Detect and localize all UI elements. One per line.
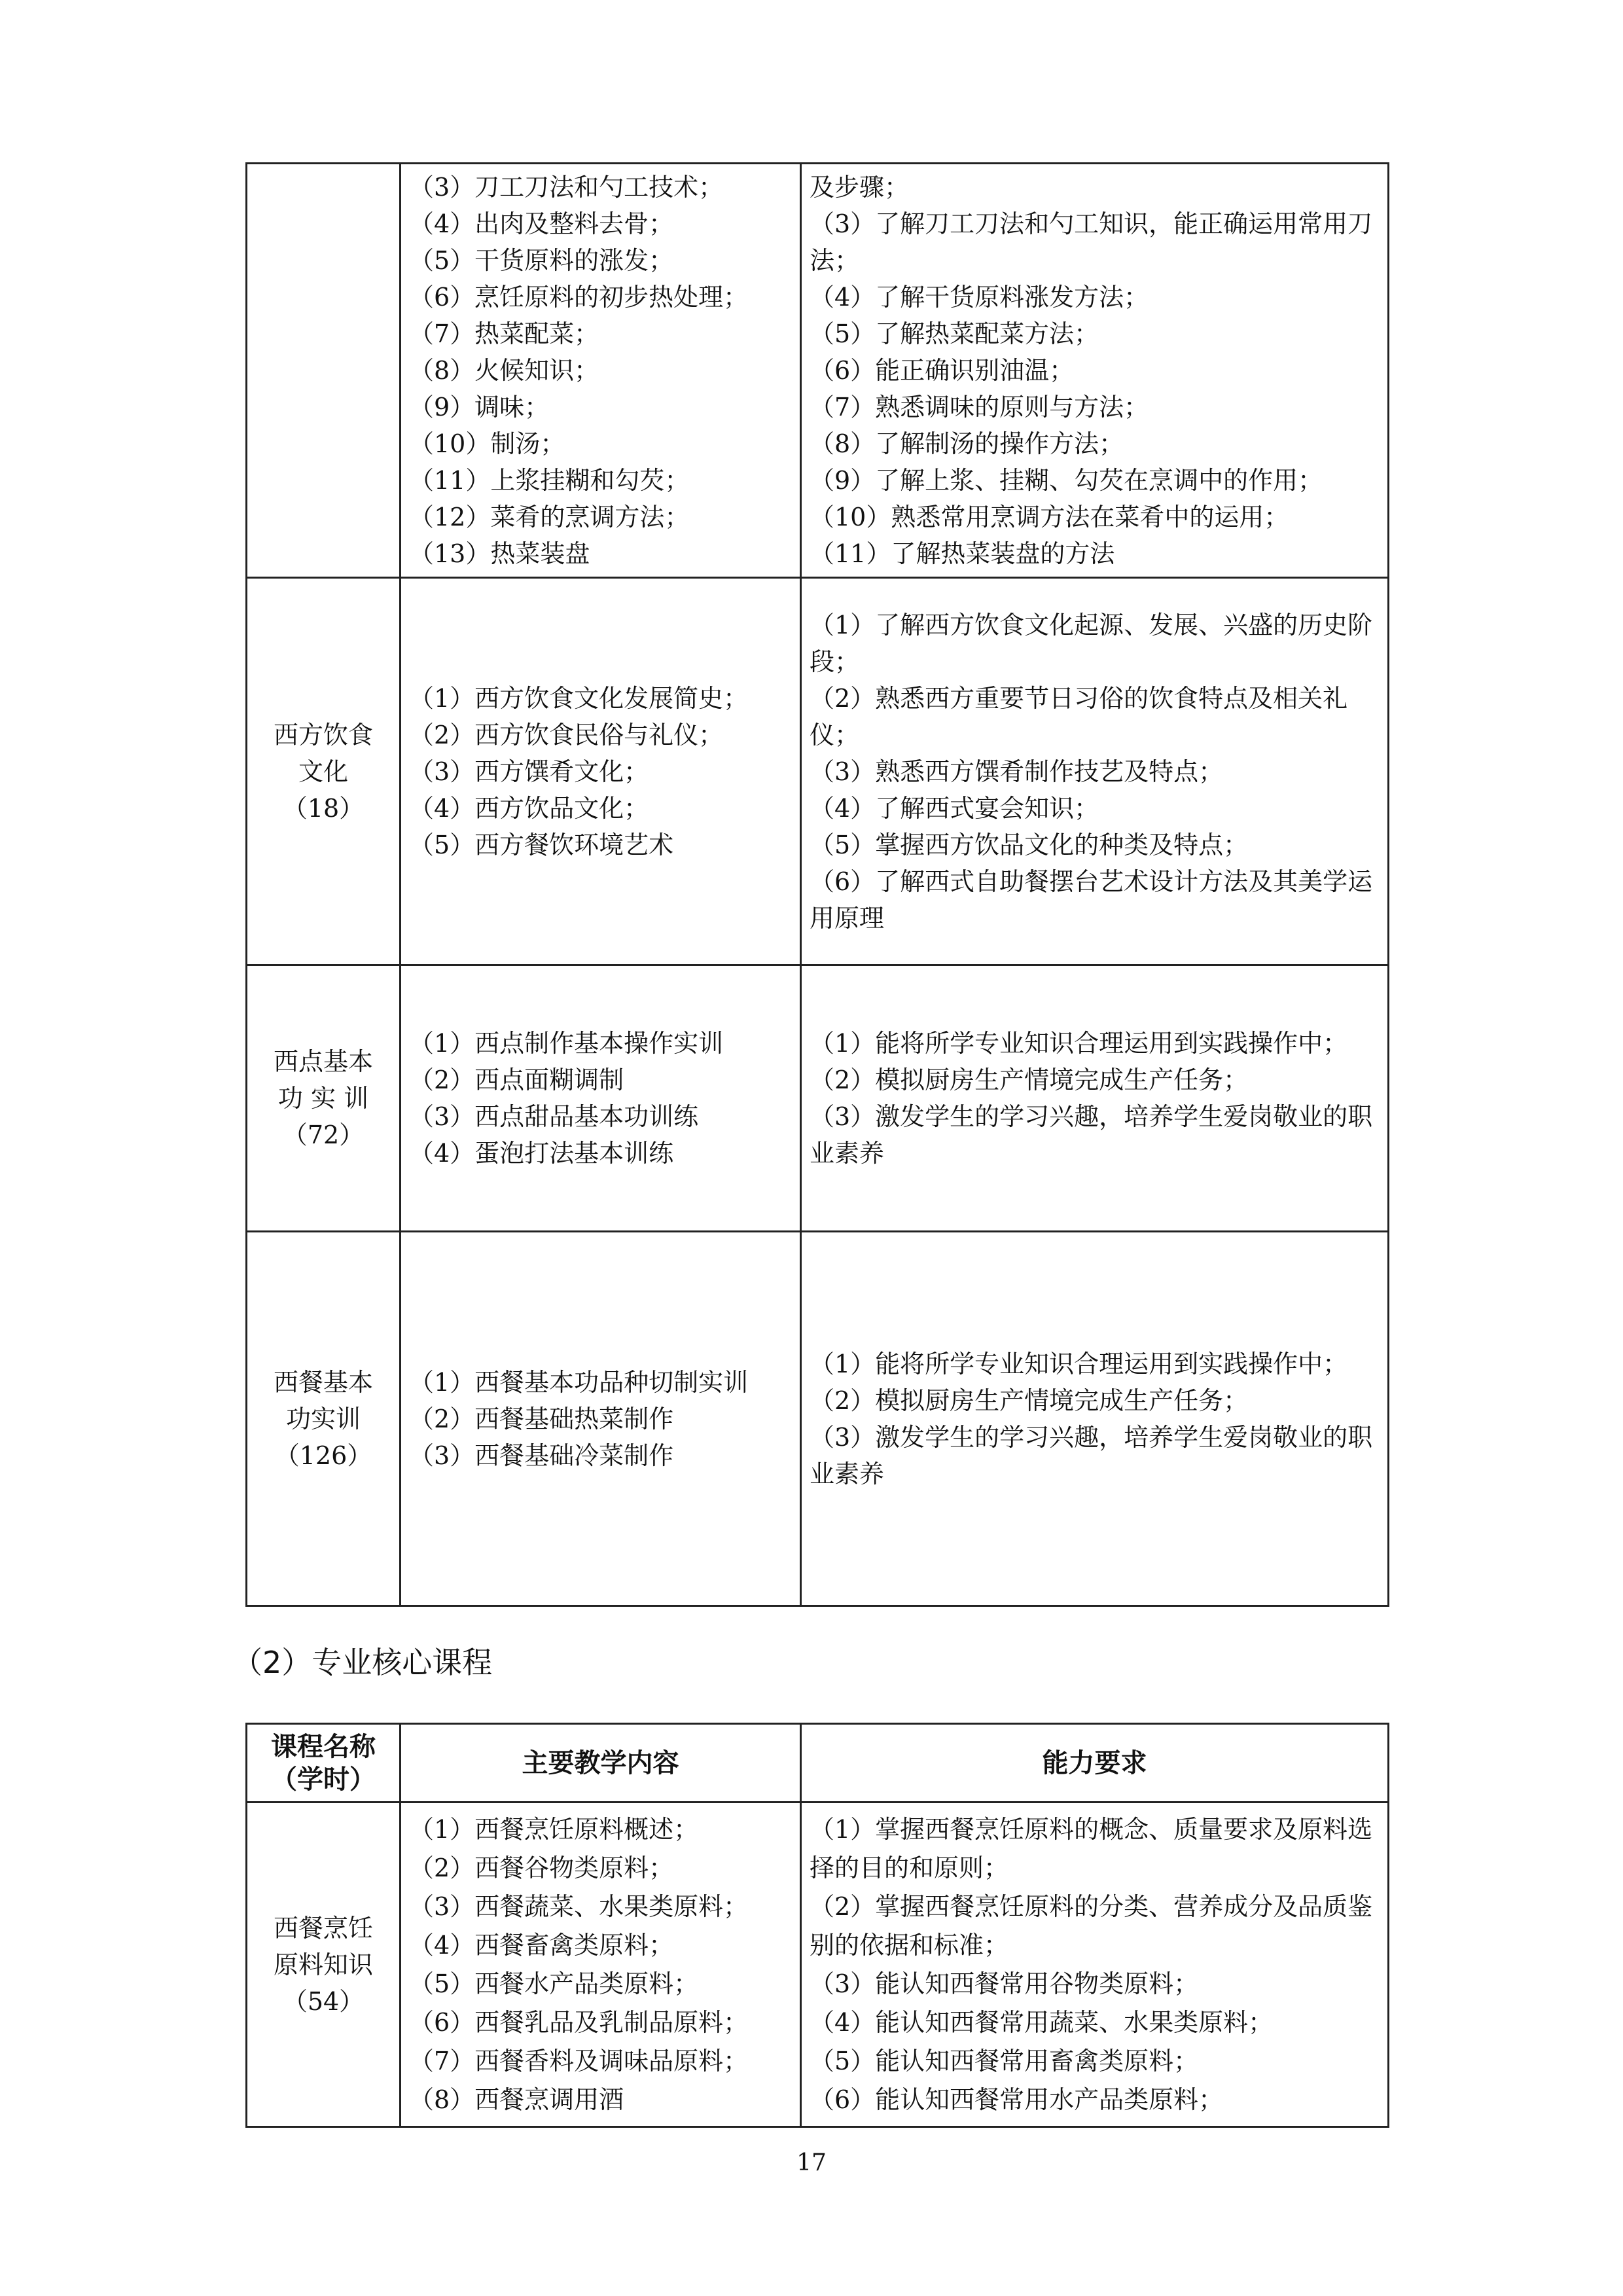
table-row (247, 164, 1389, 578)
requirement-item: （10）熟悉常用烹调方法在菜肴中的运用； (810, 503, 1289, 531)
content-item: （3）刀工刀法和勺工技术； (409, 173, 724, 202)
requirement-item: （1）了解西方饮食文化起源、发展、兴盛的历史阶段； (810, 610, 1373, 676)
requirement-item: （9）了解上浆、挂糊、勾芡在烹调中的作用； (810, 466, 1323, 495)
content-item: （5）干货原料的涨发； (409, 246, 674, 275)
content-item: （8）西餐烹调用酒 (409, 2085, 624, 2114)
content-item: （2）西方饮食民俗与礼仪； (409, 720, 724, 749)
content-item: （7）热菜配菜； (409, 319, 599, 348)
content-item: （2）西餐谷物类原料； (409, 1853, 674, 1882)
course-hours: （54） (282, 1986, 365, 2016)
course-name-line: 西方饮食 (273, 720, 373, 749)
content-item: （13）热菜装盘 (409, 539, 590, 568)
course-name-line: 功实训 (285, 1404, 361, 1433)
course-name-line: 西餐烹饪 (273, 1913, 373, 1943)
requirement-item: （3）熟悉西方馔肴制作技艺及特点； (810, 757, 1224, 786)
requirement-item: （7）熟悉调味的原则与方法； (810, 393, 1149, 422)
requirement-item: （6）了解西式自助餐摆台艺术设计方法及其美学运用原理 (810, 867, 1373, 933)
requirement-item: （2）掌握西餐烹饪原料的分类、营养成分及品质鉴别的依据和标准； (810, 1892, 1373, 1960)
table-row (247, 1803, 1389, 2127)
content-item: （1）西餐基本功品种切制实训 (409, 1367, 749, 1397)
course-name-line: 功 实 训 (277, 1084, 369, 1113)
requirement-item: （8）了解制汤的操作方法； (810, 429, 1124, 458)
page-number: 17 (796, 2149, 827, 2176)
content-item: （9）调味； (409, 393, 550, 422)
content-item: （6）烹饪原料的初步热处理； (409, 283, 749, 312)
content-item: （1）西方饮食文化发展简史； (409, 683, 749, 713)
content-item: （8）火候知识； (409, 356, 599, 385)
ability-requirement-cell (801, 965, 1389, 1232)
course-name-line: 西点基本 (273, 1047, 373, 1076)
teaching-content-cell (401, 965, 801, 1232)
requirement-item: （3）能认知西餐常用谷物类原料； (810, 1969, 1199, 1998)
course-hours: （126） (274, 1441, 372, 1470)
content-item: （2）西餐基础热菜制作 (409, 1404, 674, 1433)
ability-requirement-cell (801, 164, 1389, 578)
header-line: 课程名称 (271, 1731, 376, 1762)
table-row (247, 965, 1389, 1232)
teaching-content-cell (401, 1803, 801, 2127)
section-heading: （2）专业核心课程 (232, 1645, 493, 1680)
course-name-cell (247, 578, 401, 965)
requirement-item: （4）了解干货原料涨发方法； (810, 283, 1149, 312)
requirement-item: （5）了解热菜配菜方法； (810, 319, 1099, 348)
teaching-content-cell (401, 164, 801, 578)
requirement-item: （6）能正确识别油温； (810, 356, 1075, 385)
requirement-item: （2）模拟厨房生产情境完成生产任务； (810, 1386, 1249, 1415)
course-name-line: 文化 (298, 757, 348, 786)
content-item: （10）制汤； (409, 429, 565, 458)
course-table-core (245, 1723, 1389, 2128)
requirement-item: （5）能认知西餐常用畜禽类原料； (810, 2046, 1199, 2075)
course-name-cell (247, 164, 401, 578)
course-name-line: 西餐基本 (273, 1367, 373, 1397)
requirement-item: （11）了解热菜装盘的方法 (810, 539, 1115, 568)
requirement-item: （2）熟悉西方重要节日习俗的饮食特点及相关礼仪； (810, 683, 1348, 749)
requirement-item: （4）能认知西餐常用蔬菜、水果类原料； (810, 2007, 1274, 2037)
requirement-item: 及步骤； (810, 173, 910, 202)
course-hours: （72） (282, 1121, 365, 1149)
content-item: （12）菜肴的烹调方法； (409, 503, 690, 531)
requirement-item: （3）激发学生的学习兴趣，培养学生爱岗敬业的职业素养 (810, 1422, 1373, 1488)
teaching-content-cell (401, 578, 801, 965)
content-item: （6）西餐乳品及乳制品原料； (409, 2007, 749, 2037)
content-item: （11）上浆挂糊和勾芡； (409, 466, 690, 495)
content-item: （3）西餐基础冷菜制作 (409, 1441, 674, 1470)
content-item: （4）西餐畜禽类原料； (409, 1930, 674, 1960)
content-item: （5）西方餐饮环境艺术 (409, 830, 674, 859)
content-item: （1）西餐烹饪原料概述； (409, 1814, 699, 1844)
header-line: （学时） (271, 1764, 376, 1795)
requirement-item: （1）能将所学专业知识合理运用到实践操作中； (810, 1029, 1348, 1058)
column-header-content: 主要教学内容 (401, 1724, 801, 1803)
table-row (247, 578, 1389, 965)
column-header-requirements: 能力要求 (801, 1724, 1389, 1803)
course-name-cell (247, 1232, 401, 1606)
course-table-basic (245, 162, 1389, 1607)
content-item: （3）西餐蔬菜、水果类原料； (409, 1892, 749, 1921)
requirement-item: （1）能将所学专业知识合理运用到实践操作中； (810, 1349, 1348, 1378)
course-name-cell (247, 965, 401, 1232)
requirement-item: （3）了解刀工刀法和勺工知识，能正确运用常用刀法； (810, 209, 1373, 275)
course-name-cell (247, 1803, 401, 2127)
requirement-item: （3）激发学生的学习兴趣，培养学生爱岗敬业的职业素养 (810, 1102, 1373, 1168)
requirement-item: （6）能认知西餐常用水产品类原料； (810, 2085, 1224, 2114)
requirement-item: （4）了解西式宴会知识； (810, 793, 1099, 823)
content-item: （2）西点面糊调制 (409, 1066, 624, 1094)
content-item: （3）西点甜品基本功训练 (409, 1102, 699, 1131)
column-header-course-name (247, 1724, 401, 1803)
content-item: （5）西餐水产品类原料； (409, 1969, 699, 1998)
course-hours: （18） (282, 793, 365, 823)
requirement-item: （5）掌握西方饮品文化的种类及特点； (810, 830, 1249, 859)
table-row (247, 1232, 1389, 1606)
ability-requirement-cell (801, 578, 1389, 965)
ability-requirement-cell (801, 1232, 1389, 1606)
content-item: （4）西方饮品文化； (409, 793, 649, 823)
content-item: （7）西餐香料及调味品原料； (409, 2046, 749, 2075)
content-item: （4）蛋泡打法基本训练 (409, 1139, 674, 1168)
ability-requirement-cell (801, 1803, 1389, 2127)
teaching-content-cell (401, 1232, 801, 1606)
content-item: （4）出肉及整料去骨； (409, 209, 674, 238)
content-item: （1）西点制作基本操作实训 (409, 1029, 724, 1058)
content-item: （3）西方馔肴文化； (409, 757, 649, 786)
table-header-row (247, 1724, 1389, 1803)
requirement-item: （2）模拟厨房生产情境完成生产任务； (810, 1066, 1249, 1094)
requirement-item: （1）掌握西餐烹饪原料的概念、质量要求及原料选择的目的和原则； (810, 1814, 1373, 1882)
course-name-line: 原料知识 (273, 1950, 373, 1979)
